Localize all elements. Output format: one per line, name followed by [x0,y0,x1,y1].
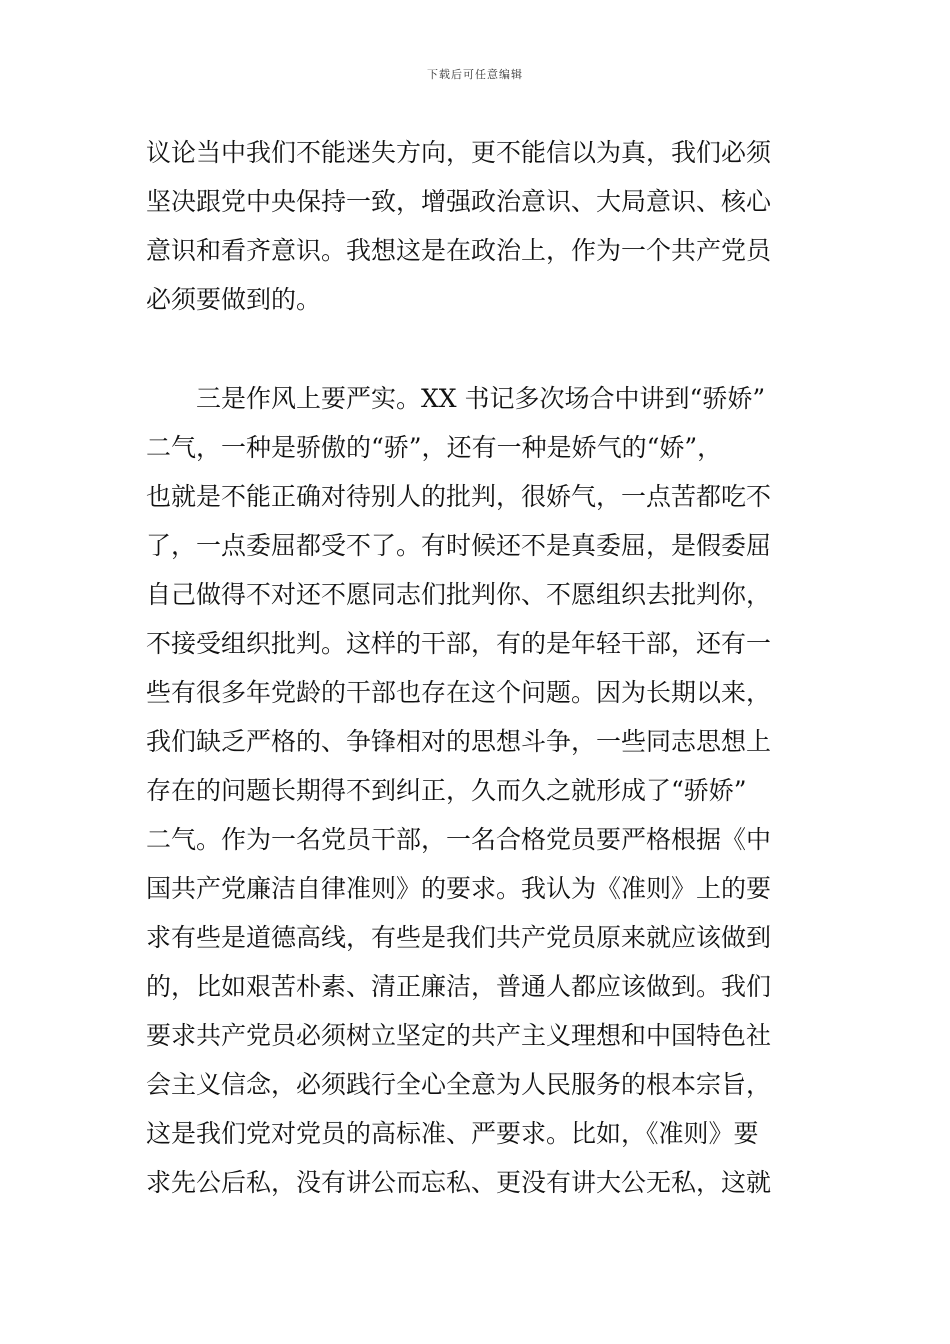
text-line: 三是作风上要严实。XX 书记多次场合中讲到“骄娇” [196,384,766,413]
text-line: 些有很多年党龄的干部也存在这个问题。因为长期以来， [146,678,772,707]
paragraph [146,128,808,324]
text-line: 求先公后私，没有讲公而忘私、更没有讲大公无私，这就 [146,1168,772,1197]
text-line: 国共产党廉洁自律准则》的要求。我认为《准则》上的要 [146,874,772,903]
text-line: 也就是不能正确对待别人的批判，很娇气，一点苦都吃不 [146,482,772,511]
text-line: 议论当中我们不能迷失方向，更不能信以为真，我们必须 [146,138,772,167]
paragraph [146,374,808,1207]
text-line: 二气。作为一名党员干部，一名合格党员要严格根据《中 [146,825,772,854]
text-line: 自己做得不对还不愿同志们批判你、不愿组织去批判你， [146,580,772,609]
text-line: 意识和看齐意识。我想这是在政治上，作为一个共产党员 [146,236,772,265]
page-header-note: 下载后可任意编辑 [427,68,523,81]
text-line: 坚决跟党中央保持一致，增强政治意识、大局意识、核心 [146,187,772,216]
text-line: 我们缺乏严格的、争锋相对的思想斗争，一些同志思想上 [146,727,772,756]
text-line: 会主义信念，必须践行全心全意为人民服务的根本宗旨， [146,1070,772,1099]
text-line: 二气，一种是骄傲的“骄”，还有一种是娇气的“娇”， [146,433,723,462]
text-line: 存在的问题长期得不到纠正，久而久之就形成了“骄娇” [146,776,747,805]
text-line: 的，比如艰苦朴素、清正廉洁，普通人都应该做到。我们 [146,972,772,1001]
text-line: 必须要做到的。 [146,285,322,314]
text-line: 求有些是道德高线，有些是我们共产党员原来就应该做到 [146,923,772,952]
text-line: 了，一点委屈都受不了。有时候还不是真委屈，是假委屈 [146,531,772,560]
text-line: 要求共产党员必须树立坚定的共产主义理想和中国特色社 [146,1021,772,1050]
text-line: 这是我们党对党员的高标准、严要求。比如，《准则》要 [146,1119,759,1148]
text-line: 不接受组织批判。这样的干部，有的是年轻干部，还有一 [146,629,772,658]
